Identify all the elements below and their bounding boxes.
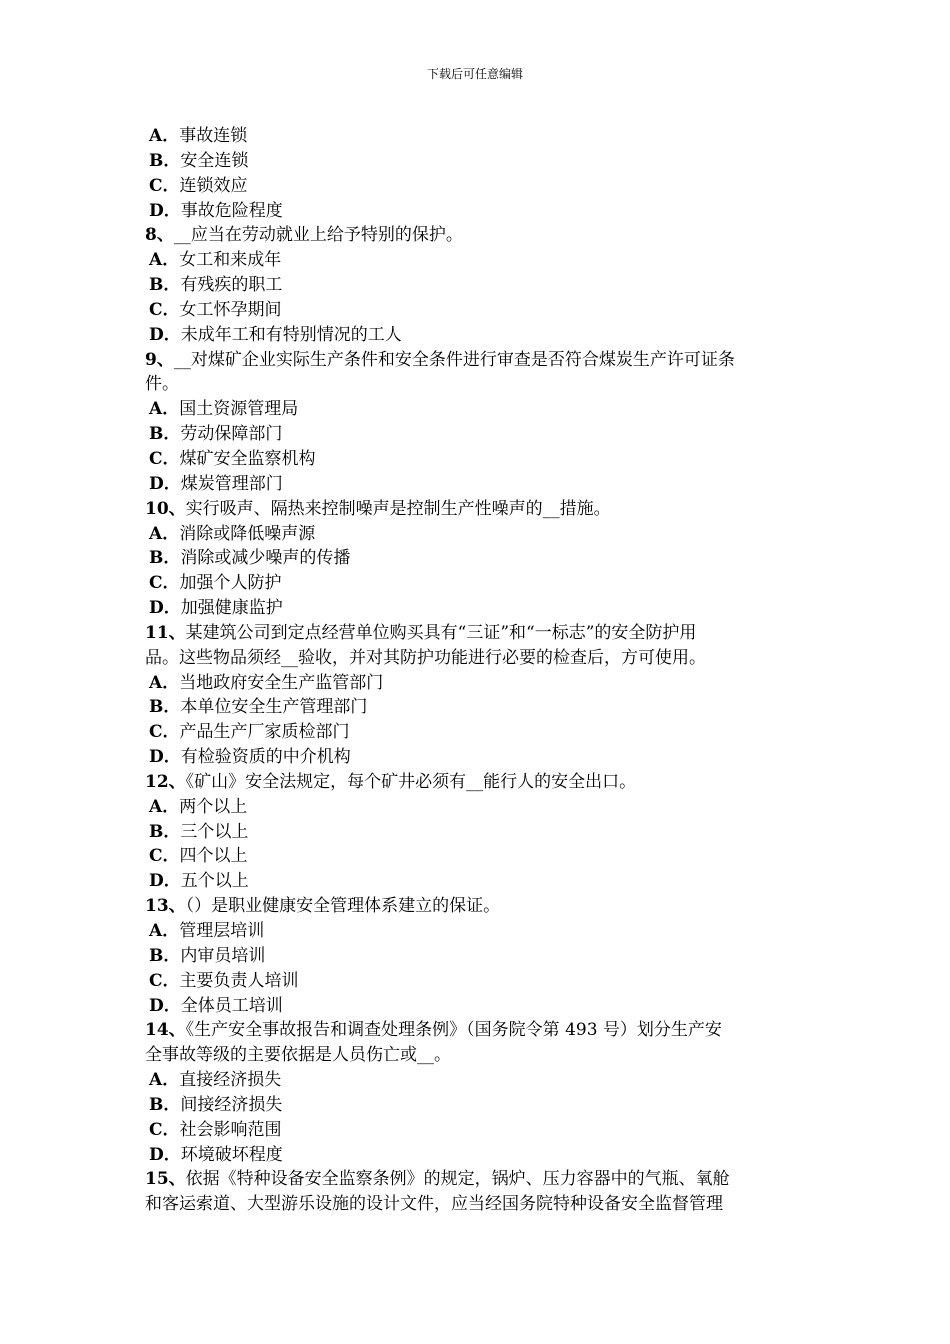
question-text: （）是职业健康安全管理体系建立的保证。 (185, 896, 501, 917)
question-line (145, 1018, 809, 1043)
answer-option (145, 869, 809, 894)
answer-option (145, 149, 809, 174)
option-text: 四个以上 (179, 846, 248, 867)
option-text: 产品生产厂家质检部门 (179, 722, 350, 743)
answer-option (145, 522, 809, 547)
option-text: 间接经济损失 (180, 1094, 283, 1115)
question-number: 15、 (145, 1169, 186, 1190)
option-label: B． (149, 275, 181, 296)
question-line (145, 621, 809, 646)
answer-option (145, 199, 809, 224)
answer-option (145, 596, 809, 621)
answer-option (145, 1068, 809, 1093)
option-label: C． (149, 573, 180, 594)
answer-option (145, 546, 809, 571)
question-text: 依据《特种设备安全监察条例》的规定，锅炉、压力容器中的气瓶、氧舱 (185, 1169, 730, 1190)
option-text: 内审员培训 (180, 945, 266, 966)
question-number: 9、 (145, 349, 174, 370)
option-label: D． (149, 324, 181, 345)
option-label: B． (149, 945, 181, 966)
option-text: 劳动保障部门 (180, 424, 283, 445)
option-text: 本单位安全生产管理部门 (180, 697, 368, 718)
question-continuation (145, 372, 809, 397)
option-label: D． (149, 1144, 181, 1165)
question-text: 某建筑公司到定点经营单位购买具有“三证”和“一标志”的安全防护用 (185, 622, 697, 643)
document-body (145, 124, 809, 1217)
answer-option (145, 248, 809, 273)
option-text: 主要负责人培训 (179, 970, 299, 991)
option-label: B． (149, 1094, 181, 1115)
option-text: 全体员工培训 (180, 995, 283, 1016)
option-text: 消除或减少噪声的传播 (180, 548, 351, 569)
option-text: 两个以上 (179, 796, 248, 817)
answer-option (145, 994, 809, 1019)
question-number: 13、 (145, 896, 186, 917)
question-number: 14、 (145, 1020, 186, 1041)
option-text: 煤炭管理部门 (180, 473, 283, 494)
question-text: 品。这些物品须经__验收，并对其防护功能进行必要的检查后，方可使用。 (145, 647, 706, 668)
answer-option (145, 745, 809, 770)
answer-option (145, 944, 809, 969)
option-label: C． (149, 175, 180, 196)
answer-option (145, 1093, 809, 1118)
answer-option (145, 174, 809, 199)
option-label: A． (149, 1070, 180, 1091)
answer-option (145, 273, 809, 298)
option-label: B． (149, 697, 181, 718)
option-label: B． (149, 150, 181, 171)
option-label: A． (149, 399, 180, 420)
option-label: D． (149, 200, 181, 221)
option-label: C． (149, 970, 180, 991)
question-line (145, 348, 809, 373)
answer-option (145, 695, 809, 720)
option-text: 煤矿安全监察机构 (179, 448, 316, 469)
question-line (145, 770, 809, 795)
answer-option (145, 571, 809, 596)
option-text: 国土资源管理局 (179, 399, 299, 420)
question-text: 《矿山》安全法规定，每个矿井必须有__能行人的安全出口。 (185, 771, 637, 792)
option-label: D． (149, 871, 181, 892)
option-text: 管理层培训 (179, 921, 265, 941)
question-text: 和客运索道、大型游乐设施的设计文件，应当经国务院特种设备安全监督管理 (145, 1194, 723, 1215)
answer-option (145, 1118, 809, 1143)
question-line (145, 223, 809, 248)
answer-option (145, 720, 809, 745)
option-label: A． (149, 126, 180, 146)
answer-option (145, 969, 809, 994)
question-line (145, 894, 809, 919)
answer-option (145, 422, 809, 447)
option-text: 五个以上 (180, 871, 249, 892)
option-text: 连锁效应 (179, 175, 248, 196)
option-label: B． (149, 821, 181, 842)
answer-option (145, 795, 809, 820)
question-line (145, 1167, 809, 1192)
option-label: C． (149, 1119, 180, 1140)
option-label: B． (149, 424, 181, 445)
option-text: 有检验资质的中介机构 (180, 747, 351, 768)
question-continuation (145, 1043, 809, 1068)
answer-option (145, 1143, 809, 1168)
option-text: 事故危险程度 (180, 200, 283, 221)
option-label: C． (149, 299, 180, 320)
answer-option (145, 820, 809, 845)
option-label: D． (149, 598, 181, 619)
answer-option (145, 472, 809, 497)
question-number: 8、 (145, 225, 174, 246)
question-continuation (145, 1192, 809, 1217)
answer-option (145, 298, 809, 323)
option-label: C． (149, 448, 180, 469)
question-continuation (145, 646, 809, 671)
answer-option (145, 919, 809, 944)
question-number: 11、 (145, 622, 186, 643)
question-text: 实行吸声、隔热来控制噪声是控制生产性噪声的__措施。 (185, 498, 611, 519)
option-text: 事故连锁 (179, 126, 248, 146)
option-label: A． (149, 523, 180, 544)
option-label: C． (149, 846, 180, 867)
option-label: A． (149, 672, 180, 693)
option-text: 消除或降低噪声源 (179, 523, 316, 544)
option-text: 三个以上 (180, 821, 249, 842)
option-text: 直接经济损失 (179, 1070, 282, 1091)
answer-option (145, 323, 809, 348)
option-label: A． (149, 921, 180, 941)
option-text: 有残疾的职工 (180, 275, 283, 296)
option-label: D． (149, 995, 181, 1016)
answer-option (145, 447, 809, 472)
option-label: A． (149, 250, 180, 271)
option-label: B． (149, 548, 181, 569)
option-text: 当地政府安全生产监管部门 (179, 672, 384, 693)
option-text: 社会影响范围 (179, 1119, 282, 1140)
question-number: 10、 (145, 498, 186, 519)
question-number: 12、 (145, 771, 186, 792)
option-label: D． (149, 747, 181, 768)
answer-option (145, 397, 809, 422)
option-label: C． (149, 722, 180, 743)
question-line (145, 497, 809, 522)
answer-option (145, 844, 809, 869)
question-text: 《生产安全事故报告和调查处理条例》（国务院令第 493 号）划分生产安 (185, 1020, 722, 1041)
question-text: __对煤矿企业实际生产条件和安全条件进行审查是否符合煤炭生产许可证条 (173, 349, 735, 370)
option-text: 加强健康监护 (180, 598, 283, 619)
option-text: 女工和来成年 (179, 250, 282, 271)
question-text: __应当在劳动就业上给予特别的保护。 (173, 225, 463, 246)
option-text: 未成年工和有特别情况的工人 (180, 324, 402, 345)
option-text: 加强个人防护 (179, 573, 282, 594)
option-label: A． (149, 796, 180, 817)
option-text: 女工怀孕期间 (179, 299, 282, 320)
question-text: 全事故等级的主要依据是人员伤亡或__。 (145, 1045, 451, 1066)
page-header: 下载后可任意编辑 (426, 67, 523, 81)
answer-option (145, 671, 809, 696)
answer-option (145, 124, 809, 149)
question-text: 件。 (145, 374, 179, 395)
option-text: 环境破坏程度 (180, 1144, 283, 1165)
option-label: D． (149, 473, 181, 494)
option-text: 安全连锁 (180, 150, 249, 171)
